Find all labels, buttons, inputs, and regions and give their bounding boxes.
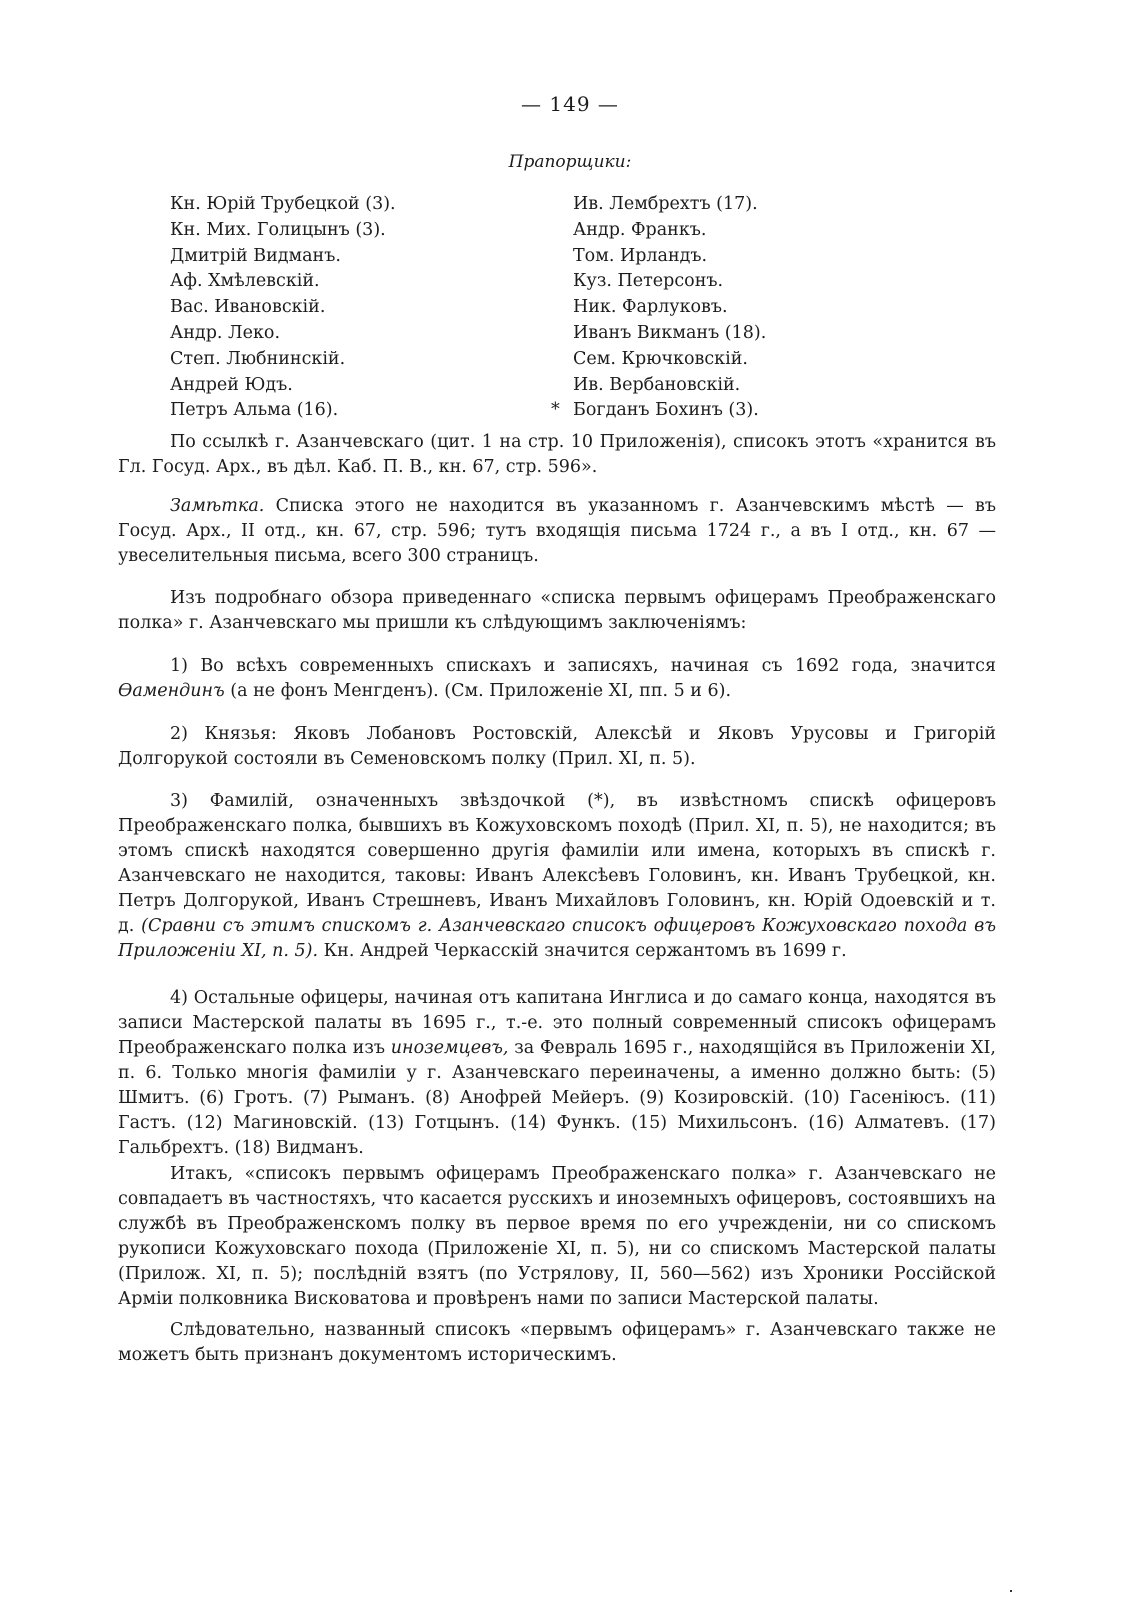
page-number: — 149 —: [521, 92, 619, 116]
list-item: Ник. Фарлуковъ.: [573, 297, 728, 318]
review-text: Изъ подробнаго обзора приведеннаго «списка первымъ офицерамъ Преображенскаго полка» г. Азанчевскаго мы пришли къ слѣдующимъ заключеніямъ:: [118, 588, 996, 633]
list-item: Сем. Крючковскій.: [573, 348, 748, 369]
reference-text: По ссылкѣ г. Азанчевскаго (цит. 1 на стр. 10 Приложенія), списокъ этотъ «хранится въ Гл. Госуд. Арх., въ дѣл. Каб. П. В., кн. 67, стр. 596».: [118, 432, 996, 477]
conclusion-2-text: 2) Князья: Яковъ Лобановъ Ростовскій, Алексѣй и Яковъ Урусовы и Григорій Долгорукой состояли въ Семеновскомъ полку (Прил. XI, п. 5).: [118, 724, 996, 769]
list-item: Куз. Петерсонъ.: [573, 271, 724, 292]
list-item: Вас. Ивановскій.: [170, 297, 326, 318]
conclusion-1-text: 1) Во всѣхъ современныхъ спискахъ и записяхъ, начиная съ 1692 года, значится: [170, 656, 996, 676]
final-paragraph: [118, 1318, 996, 1368]
list-item: Ив. Лембрехтъ (17).: [573, 194, 758, 214]
ensigns-list-left: [170, 192, 396, 424]
ensigns-list-right: [551, 192, 767, 424]
conclusion-2: [118, 722, 996, 772]
list-item: Том. Ирландъ.: [573, 245, 708, 266]
list-item: Андр. Леко.: [170, 322, 281, 343]
asterisk-mark: *: [551, 400, 560, 421]
conclusion-1-italic: Ѳамендинъ: [118, 681, 225, 701]
conclusion-4: [118, 986, 996, 1161]
list-item: [551, 398, 766, 424]
final-text: Слѣдовательно, названный списокъ «первымъ офицерамъ» г. Азанчевскаго также не можетъ быть признанъ документомъ историческимъ.: [118, 1320, 996, 1365]
conclusion-1-tail: (а не фонъ Менгденъ). (См. Приложеніе XI, пп. 5 и 6).: [224, 681, 732, 701]
list-item: Аф. Хмѣлевскій.: [170, 271, 320, 292]
list-item: Степ. Любнинскій.: [170, 348, 346, 369]
summary-text: Итакъ, «списокъ первымъ офицерамъ Преображенскаго полка» г. Азанчевскаго не совпадаетъ въ частностяхъ, что касается русскихъ и иноземныхъ офицеровъ, состоявшихъ на службѣ въ Преображенскомъ полку въ первое время по его учрежденіи, ни со спискомъ рукописи Кожуховскаго похода (Приложеніе XI, п. 5), ни со спискомъ Мастерской палаты (Прилож. XI, п. 5); послѣдній взятъ (по Устрялову, II, 560—562) изъ Хроники Россійской Арміи полковника Висковатова и провѣренъ нами по записи Мастерской палаты.: [118, 1164, 996, 1309]
reference-paragraph: [118, 430, 996, 480]
list-item: Андр. Франкъ.: [573, 219, 707, 240]
note-label: Замѣтка.: [170, 496, 265, 516]
scan-speck: [1010, 1590, 1012, 1592]
list-item: Петръ Альма (16).: [170, 400, 339, 421]
list-item: Кн. Юрій Трубецкой (3).: [170, 194, 396, 214]
list-item: Андрей Юдъ.: [170, 374, 293, 395]
conclusion-1: [118, 654, 996, 704]
note-text: Списка этого не находится въ указанномъ г. Азанчевскимъ мѣстѣ — въ Госуд. Арх., II отд., кн. 67, стр. 596; тутъ входящія письма 1724 г., а въ I отд., кн. 67 — увеселительныя письма, всего 300 страницъ.: [118, 496, 996, 566]
review-paragraph: [118, 586, 996, 636]
list-item-text: Богданъ Бохинъ (3).: [573, 400, 759, 421]
note-paragraph: [118, 494, 996, 569]
list-item: Ив. Вербановскій.: [573, 374, 741, 395]
conclusion-4-text: 4) Остальные офицеры, начиная отъ капитана Инглиса и до самаго конца, находятся въ записи Мастерской палаты въ 1695 г., т.-е. это полный современный списокъ офицерамъ Преображенскаго полка изъ: [118, 988, 996, 1058]
conclusion-3-text: 3) Фамилій, означенныхъ звѣздочкой (*), въ извѣстномъ спискѣ офицеровъ Преображенскаго полка, бывшихъ въ Кожуховскомъ походѣ (Прил. XI, п. 5), не находится; въ этомъ спискѣ находятся совершенно другія фамиліи или имена, которыхъ въ спискѣ г. Азанчевскаго не находится, таковы: Иванъ Алексѣевъ Головинъ, кн. Иванъ Трубецкой, кн. Петръ Долгорукой, Иванъ Стрешневъ, Иванъ Михайловъ Головинъ, кн. Юрій Одоевскій и т. д.: [118, 791, 996, 936]
conclusion-4-italic: иноземцевъ,: [390, 1038, 509, 1058]
list-item: Иванъ Викманъ (18).: [573, 322, 767, 343]
conclusion-3-tail: Кн. Андрей Черкасскій значится сержантомъ въ 1699 г.: [318, 941, 847, 961]
conclusion-3-italic: (Сравни съ этимъ спискомъ г. Азанчевскаго списокъ офицеровъ Кожуховскаго похода въ Приложеніи XI, п. 5).: [118, 916, 997, 961]
conclusion-4-tail: за Февраль 1695 г., находящійся въ Приложеніи XI, п. 6. Только многія фамиліи у г. Азанчевскаго переиначены, а именно должно быть: (5) Шмитъ. (6) Гротъ. (7) Рыманъ. (8) Анофрей Мейеръ. (9) Козировскій. (10) Гасеніюсъ. (11) Гастъ. (12) Магиновскій. (13) Готцынъ. (14) Функъ. (15) Михильсонъ. (16) Алматевъ. (17) Гальбрехтъ. (18) Видманъ.: [118, 1038, 996, 1158]
list-item: Кн. Мих. Голицынъ (3).: [170, 219, 386, 240]
summary-paragraph: [118, 1162, 996, 1312]
section-heading: Прапорщики:: [508, 152, 632, 172]
list-item: Дмитрій Видманъ.: [170, 245, 341, 266]
conclusion-3: [118, 789, 996, 964]
